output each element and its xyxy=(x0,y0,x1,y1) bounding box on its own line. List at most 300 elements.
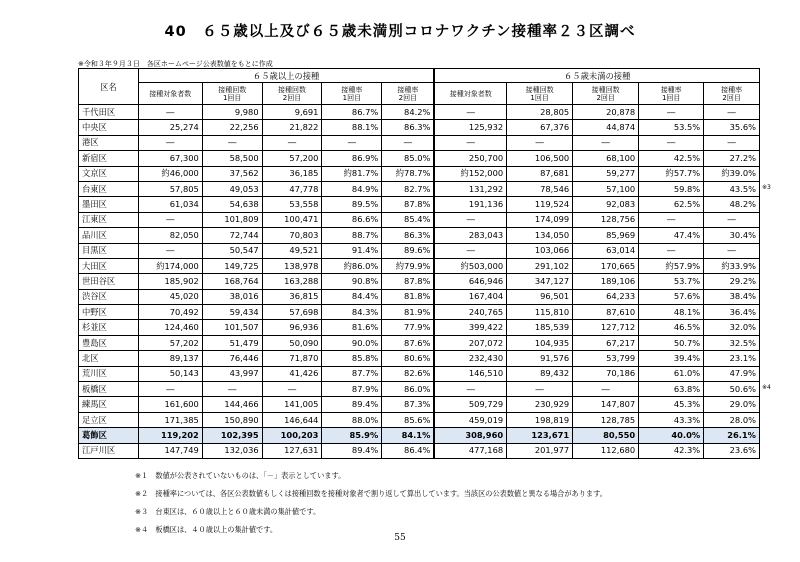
table-row xyxy=(79,151,760,166)
table-cell: 149,725 xyxy=(202,258,262,273)
table-cell: 104,935 xyxy=(507,335,573,350)
table-cell: 144,466 xyxy=(202,397,262,412)
ward-name: 目黒区 xyxy=(79,243,139,258)
ward-header: 区名 xyxy=(79,69,139,105)
table-cell: 29.2% xyxy=(704,274,760,289)
table-cell: 約79.9% xyxy=(382,258,435,273)
table-row xyxy=(79,366,760,381)
table-cell: 76,446 xyxy=(202,351,262,366)
table-cell: 90.8% xyxy=(322,274,382,289)
table-cell: 67,376 xyxy=(507,120,573,135)
table-cell: 87,681 xyxy=(507,166,573,181)
footnote-3: ※３ 台東区は、６０歳以上と６０歳未満の集計値です。 xyxy=(135,507,321,516)
table-cell: 84.1% xyxy=(382,428,435,443)
ward-name: 千代田区 xyxy=(79,105,139,120)
table-cell: 232,430 xyxy=(434,351,506,366)
column-header: 接種率 2回目 xyxy=(382,83,435,105)
table-cell: 38.4% xyxy=(704,289,760,304)
ward-name: 北区 xyxy=(79,351,139,366)
table-row xyxy=(79,120,760,135)
table-cell: 146,510 xyxy=(434,366,506,381)
table-cell: 106,500 xyxy=(507,151,573,166)
table-row xyxy=(79,320,760,335)
table-cell: 57.6% xyxy=(639,289,704,304)
table-cell: 191,136 xyxy=(434,197,506,212)
table-cell: 36.4% xyxy=(704,305,760,320)
table-cell: 47.9% xyxy=(704,366,760,381)
table-cell: 146,644 xyxy=(262,412,322,427)
table-cell: 87.7% xyxy=(322,366,382,381)
table-cell: ― xyxy=(704,243,760,258)
table-cell: 64,233 xyxy=(573,289,639,304)
table-cell: ― xyxy=(202,135,262,150)
table-cell: 54,638 xyxy=(202,197,262,212)
table-cell: 147,749 xyxy=(138,443,202,458)
footnotes xyxy=(135,467,607,539)
table-row xyxy=(79,181,760,196)
table-cell: 50.6% xyxy=(704,382,760,397)
table-cell: 646,946 xyxy=(434,274,506,289)
table-cell: 89.4% xyxy=(322,443,382,458)
table-cell: 170,665 xyxy=(573,258,639,273)
side-note: ※4 xyxy=(762,384,771,391)
table-cell: 96,936 xyxy=(262,320,322,335)
table-cell: 85.0% xyxy=(382,151,435,166)
table-cell: 72,744 xyxy=(202,228,262,243)
table-cell: 134,050 xyxy=(507,228,573,243)
table-cell: ― xyxy=(434,382,506,397)
table-cell: 87.8% xyxy=(382,274,435,289)
table-cell: 283,043 xyxy=(434,228,506,243)
side-note: ※3 xyxy=(762,184,771,191)
table-cell: 86.7% xyxy=(322,105,382,120)
column-header: 接種回数 1回目 xyxy=(202,83,262,105)
table-cell: 127,712 xyxy=(573,320,639,335)
table-cell: 53,558 xyxy=(262,197,322,212)
table-cell: 131,292 xyxy=(434,181,506,196)
table-row xyxy=(79,105,760,120)
table-cell: 86.0% xyxy=(382,382,435,397)
table-cell: ― xyxy=(704,105,760,120)
table-cell: 347,127 xyxy=(507,274,573,289)
table-cell: 399,422 xyxy=(434,320,506,335)
column-header: 接種回数 2回目 xyxy=(262,83,322,105)
table-cell: 51,479 xyxy=(202,335,262,350)
table-cell: 28,805 xyxy=(507,105,573,120)
table-cell: ― xyxy=(322,135,382,150)
table-row xyxy=(79,351,760,366)
table-cell: 約57.7% xyxy=(639,166,704,181)
table-cell: 128,785 xyxy=(573,412,639,427)
table-cell: 59.8% xyxy=(639,181,704,196)
table-cell: 85.9% xyxy=(322,428,382,443)
table-row xyxy=(79,305,760,320)
table-cell: 59,434 xyxy=(202,305,262,320)
table-cell: 150,890 xyxy=(202,412,262,427)
ward-name: 渋谷区 xyxy=(79,289,139,304)
ward-name: 杉並区 xyxy=(79,320,139,335)
table-cell: 161,600 xyxy=(138,397,202,412)
table-cell: 89.6% xyxy=(382,243,435,258)
table-cell: 85.8% xyxy=(322,351,382,366)
table-cell: 141,005 xyxy=(262,397,322,412)
ward-name: 板橋区 xyxy=(79,382,139,397)
table-cell: 91,576 xyxy=(507,351,573,366)
table-cell: 138,978 xyxy=(262,258,322,273)
table-cell: 168,764 xyxy=(202,274,262,289)
table-cell: 89.5% xyxy=(322,197,382,212)
table-row xyxy=(79,382,760,397)
table-cell: 約57.9% xyxy=(639,258,704,273)
table-cell: 171,385 xyxy=(138,412,202,427)
table-cell: 163,288 xyxy=(262,274,322,289)
table-cell: 約78.7% xyxy=(382,166,435,181)
table-row xyxy=(79,258,760,273)
table-cell: ― xyxy=(639,212,704,227)
table-cell: 35.6% xyxy=(704,120,760,135)
table-cell: 49,053 xyxy=(202,181,262,196)
table-cell: 50.7% xyxy=(639,335,704,350)
table-cell: 308,960 xyxy=(434,428,506,443)
table-cell: 67,300 xyxy=(138,151,202,166)
table-cell: 約33.9% xyxy=(704,258,760,273)
table-cell: 291,102 xyxy=(507,258,573,273)
table-cell: 48.1% xyxy=(639,305,704,320)
table-cell: 459,019 xyxy=(434,412,506,427)
table-cell: 86.4% xyxy=(382,443,435,458)
table-cell: 28.0% xyxy=(704,412,760,427)
table-cell: 101,809 xyxy=(202,212,262,227)
table-cell: 40.0% xyxy=(639,428,704,443)
table-cell: 185,539 xyxy=(507,320,573,335)
table-cell: 48.2% xyxy=(704,197,760,212)
table-cell: ― xyxy=(573,135,639,150)
table-cell: 119,524 xyxy=(507,197,573,212)
table-cell: 58,500 xyxy=(202,151,262,166)
table-cell: 147,807 xyxy=(573,397,639,412)
table-cell: 101,507 xyxy=(202,320,262,335)
table-cell: ― xyxy=(573,382,639,397)
table-cell: 70,186 xyxy=(573,366,639,381)
table-cell: ― xyxy=(138,382,202,397)
table-cell: 70,492 xyxy=(138,305,202,320)
table-cell: ― xyxy=(262,382,322,397)
table-cell: ― xyxy=(434,212,506,227)
ward-name: 品川区 xyxy=(79,228,139,243)
table-row xyxy=(79,135,760,150)
table-row xyxy=(79,428,760,443)
table-cell: ― xyxy=(138,105,202,120)
table-cell: 88.1% xyxy=(322,120,382,135)
table-cell: 85.6% xyxy=(382,412,435,427)
group-header-65-under: ６５歳未満の接種 xyxy=(434,69,759,83)
ward-name: 葛飾区 xyxy=(79,428,139,443)
group-header-65-over: ６５歳以上の接種 xyxy=(138,69,434,83)
table-cell: 29.0% xyxy=(704,397,760,412)
table-cell: 250,700 xyxy=(434,151,506,166)
table-cell: 約152,000 xyxy=(434,166,506,181)
table-cell: 47.4% xyxy=(639,228,704,243)
table-cell: 91.4% xyxy=(322,243,382,258)
table-cell: 57,698 xyxy=(262,305,322,320)
ward-name: 新宿区 xyxy=(79,151,139,166)
footnote-2: ※２ 接種率については、各区公表数値もしくは接種回数を接種対象者で割り返して算出しています。当該区の公表数値と異なる場合があります。 xyxy=(135,489,607,498)
table-row xyxy=(79,335,760,350)
ward-name: 台東区 xyxy=(79,181,139,196)
table-cell: 36,815 xyxy=(262,289,322,304)
table-cell: 80,550 xyxy=(573,428,639,443)
table-cell: 22,256 xyxy=(202,120,262,135)
table-row xyxy=(79,274,760,289)
column-header: 接種率 1回目 xyxy=(322,83,382,105)
table-cell: 57,805 xyxy=(138,181,202,196)
table-cell: 63,014 xyxy=(573,243,639,258)
table-cell: 68,100 xyxy=(573,151,639,166)
table-row xyxy=(79,166,760,181)
ward-name: 江戸川区 xyxy=(79,443,139,458)
ward-name: 墨田区 xyxy=(79,197,139,212)
table-cell: ― xyxy=(138,135,202,150)
ward-name: 江東区 xyxy=(79,212,139,227)
table-cell: 84.2% xyxy=(382,105,435,120)
table-cell: 50,090 xyxy=(262,335,322,350)
table-cell: 100,203 xyxy=(262,428,322,443)
ward-name: 大田区 xyxy=(79,258,139,273)
table-cell: 53,799 xyxy=(573,351,639,366)
column-header: 接種対象者数 xyxy=(138,83,202,105)
table-cell: 509,729 xyxy=(434,397,506,412)
table-cell: 47,778 xyxy=(262,181,322,196)
footnote-4: ※４ 板橋区は、４０歳以上の集計値です。 xyxy=(135,525,278,534)
table-cell: 53.5% xyxy=(639,120,704,135)
table-cell: 89,432 xyxy=(507,366,573,381)
table-cell: 70,803 xyxy=(262,228,322,243)
table-cell: 87.3% xyxy=(382,397,435,412)
table-row xyxy=(79,243,760,258)
table-cell: ― xyxy=(507,382,573,397)
table-cell: 119,202 xyxy=(138,428,202,443)
table-cell: 84.9% xyxy=(322,181,382,196)
table-cell: ― xyxy=(507,135,573,150)
table-cell: 26.1% xyxy=(704,428,760,443)
column-header: 接種率 1回目 xyxy=(639,83,704,105)
table-cell: 84.4% xyxy=(322,289,382,304)
table-cell: ― xyxy=(639,105,704,120)
column-header: 接種回数 1回目 xyxy=(507,83,573,105)
table-cell: 80.6% xyxy=(382,351,435,366)
table-cell: 61,034 xyxy=(138,197,202,212)
table-cell: ― xyxy=(138,212,202,227)
table-cell: 43,997 xyxy=(202,366,262,381)
ward-name: 中野区 xyxy=(79,305,139,320)
table-cell: ― xyxy=(704,135,760,150)
table-cell: 42.3% xyxy=(639,443,704,458)
table-cell: 100,471 xyxy=(262,212,322,227)
table-cell: 78,546 xyxy=(507,181,573,196)
table-cell: 96,501 xyxy=(507,289,573,304)
table-row xyxy=(79,289,760,304)
table-cell: 87.6% xyxy=(382,335,435,350)
table-cell: 103,066 xyxy=(507,243,573,258)
table-cell: 86.3% xyxy=(382,228,435,243)
table-cell: 89.4% xyxy=(322,397,382,412)
table-cell: 49,521 xyxy=(262,243,322,258)
table-cell: 42.5% xyxy=(639,151,704,166)
table-cell: 87.8% xyxy=(382,197,435,212)
table-cell: 87.9% xyxy=(322,382,382,397)
table-cell: 82.7% xyxy=(382,181,435,196)
ward-name: 世田谷区 xyxy=(79,274,139,289)
table-cell: 240,765 xyxy=(434,305,506,320)
table-cell: 9,691 xyxy=(262,105,322,120)
table-cell: 20,878 xyxy=(573,105,639,120)
table-cell: 約86.0% xyxy=(322,258,382,273)
table-cell: ― xyxy=(262,135,322,150)
table-cell: ― xyxy=(704,212,760,227)
table-cell: 82.6% xyxy=(382,366,435,381)
table-cell: 477,168 xyxy=(434,443,506,458)
ward-name: 中央区 xyxy=(79,120,139,135)
table-cell: ― xyxy=(639,243,704,258)
table-cell: 32.0% xyxy=(704,320,760,335)
table-cell: 102,395 xyxy=(202,428,262,443)
table-cell: 124,460 xyxy=(138,320,202,335)
table-cell: 9,980 xyxy=(202,105,262,120)
table-row xyxy=(79,228,760,243)
table-cell: 61.0% xyxy=(639,366,704,381)
table-cell: 112,680 xyxy=(573,443,639,458)
column-header: 接種回数 2回目 xyxy=(573,83,639,105)
table-cell: ― xyxy=(382,135,435,150)
column-header: 接種対象者数 xyxy=(434,83,506,105)
table-cell: 125,932 xyxy=(434,120,506,135)
table-cell: 約39.0% xyxy=(704,166,760,181)
table-cell: 30.4% xyxy=(704,228,760,243)
table-cell: 85,969 xyxy=(573,228,639,243)
table-cell: 86.3% xyxy=(382,120,435,135)
table-cell: 約503,000 xyxy=(434,258,506,273)
table-cell: 198,819 xyxy=(507,412,573,427)
table-cell: 38,016 xyxy=(202,289,262,304)
ward-name: 荒川区 xyxy=(79,366,139,381)
table-cell: 63.8% xyxy=(639,382,704,397)
table-cell: 123,671 xyxy=(507,428,573,443)
table-cell: 88.0% xyxy=(322,412,382,427)
table-cell: 27.2% xyxy=(704,151,760,166)
table-cell: 41,426 xyxy=(262,366,322,381)
table-cell: 21,822 xyxy=(262,120,322,135)
footnote-1: ※１ 数値が公表されていないものは、「－」表示としています。 xyxy=(135,471,346,480)
table-cell: 81.8% xyxy=(382,289,435,304)
table-cell: 174,099 xyxy=(507,212,573,227)
table-cell: 90.0% xyxy=(322,335,382,350)
table-cell: 81.9% xyxy=(382,305,435,320)
table-cell: 53.7% xyxy=(639,274,704,289)
table-cell: 39.4% xyxy=(639,351,704,366)
table-cell: 82,050 xyxy=(138,228,202,243)
table-cell: 43.5% xyxy=(704,181,760,196)
table-cell: 92,083 xyxy=(573,197,639,212)
table-cell: 44,874 xyxy=(573,120,639,135)
table-row xyxy=(79,197,760,212)
table-cell: 46.5% xyxy=(639,320,704,335)
table-cell: 189,106 xyxy=(573,274,639,289)
table-cell: 約174,000 xyxy=(138,258,202,273)
table-cell: ― xyxy=(202,382,262,397)
ward-name: 港区 xyxy=(79,135,139,150)
table-cell: 115,810 xyxy=(507,305,573,320)
table-cell: 81.6% xyxy=(322,320,382,335)
table-cell: 86.6% xyxy=(322,212,382,227)
table-cell: ― xyxy=(639,135,704,150)
table-cell: 36,185 xyxy=(262,166,322,181)
table-cell: 84.3% xyxy=(322,305,382,320)
table-cell: 86.9% xyxy=(322,151,382,166)
table-cell: 85.4% xyxy=(382,212,435,227)
table-cell: 約81.7% xyxy=(322,166,382,181)
table-cell: 201,977 xyxy=(507,443,573,458)
table-row xyxy=(79,212,760,227)
table-cell: ― xyxy=(434,105,506,120)
table-cell: 57,200 xyxy=(262,151,322,166)
table-cell: 230,929 xyxy=(507,397,573,412)
table-cell: 57,100 xyxy=(573,181,639,196)
table-cell: 207,072 xyxy=(434,335,506,350)
ward-name: 練馬区 xyxy=(79,397,139,412)
table-cell: 71,870 xyxy=(262,351,322,366)
table-cell: 132,036 xyxy=(202,443,262,458)
column-header: 接種率 2回目 xyxy=(704,83,760,105)
ward-name: 足立区 xyxy=(79,412,139,427)
table-cell: 67,217 xyxy=(573,335,639,350)
source-note: ※令和３年９月３日 各区ホームページ公表数値をもとに作成 xyxy=(78,60,273,68)
table-cell: 87,610 xyxy=(573,305,639,320)
table-cell: 185,902 xyxy=(138,274,202,289)
table-cell: 128,756 xyxy=(573,212,639,227)
table-cell: 88.7% xyxy=(322,228,382,243)
table-row xyxy=(79,397,760,412)
table-cell: 25,274 xyxy=(138,120,202,135)
table-cell: 50,547 xyxy=(202,243,262,258)
table-cell: 59,277 xyxy=(573,166,639,181)
table-cell: ― xyxy=(434,243,506,258)
vaccination-table xyxy=(78,68,760,459)
table-cell: 62.5% xyxy=(639,197,704,212)
table-cell: 77.9% xyxy=(382,320,435,335)
table-cell: 50,143 xyxy=(138,366,202,381)
table-cell: 約46,000 xyxy=(138,166,202,181)
ward-name: 豊島区 xyxy=(79,335,139,350)
table-cell: 89,137 xyxy=(138,351,202,366)
table-cell: 167,404 xyxy=(434,289,506,304)
table-cell: 23.6% xyxy=(704,443,760,458)
table-cell: 127,631 xyxy=(262,443,322,458)
table-row xyxy=(79,412,760,427)
table-cell: ― xyxy=(138,243,202,258)
ward-name: 文京区 xyxy=(79,166,139,181)
table-cell: 43.3% xyxy=(639,412,704,427)
table-cell: 37,562 xyxy=(202,166,262,181)
table-cell: 23.1% xyxy=(704,351,760,366)
page-title: 40 ６５歳以上及び６５歳未満別コロナワクチン接種率２３区調べ xyxy=(164,24,636,40)
table-row xyxy=(79,443,760,458)
table-cell: 57,202 xyxy=(138,335,202,350)
table-cell: 32.5% xyxy=(704,335,760,350)
table-cell: 45.3% xyxy=(639,397,704,412)
table-cell: ― xyxy=(434,135,506,150)
page-number: 55 xyxy=(394,533,406,543)
table-cell: 45,020 xyxy=(138,289,202,304)
